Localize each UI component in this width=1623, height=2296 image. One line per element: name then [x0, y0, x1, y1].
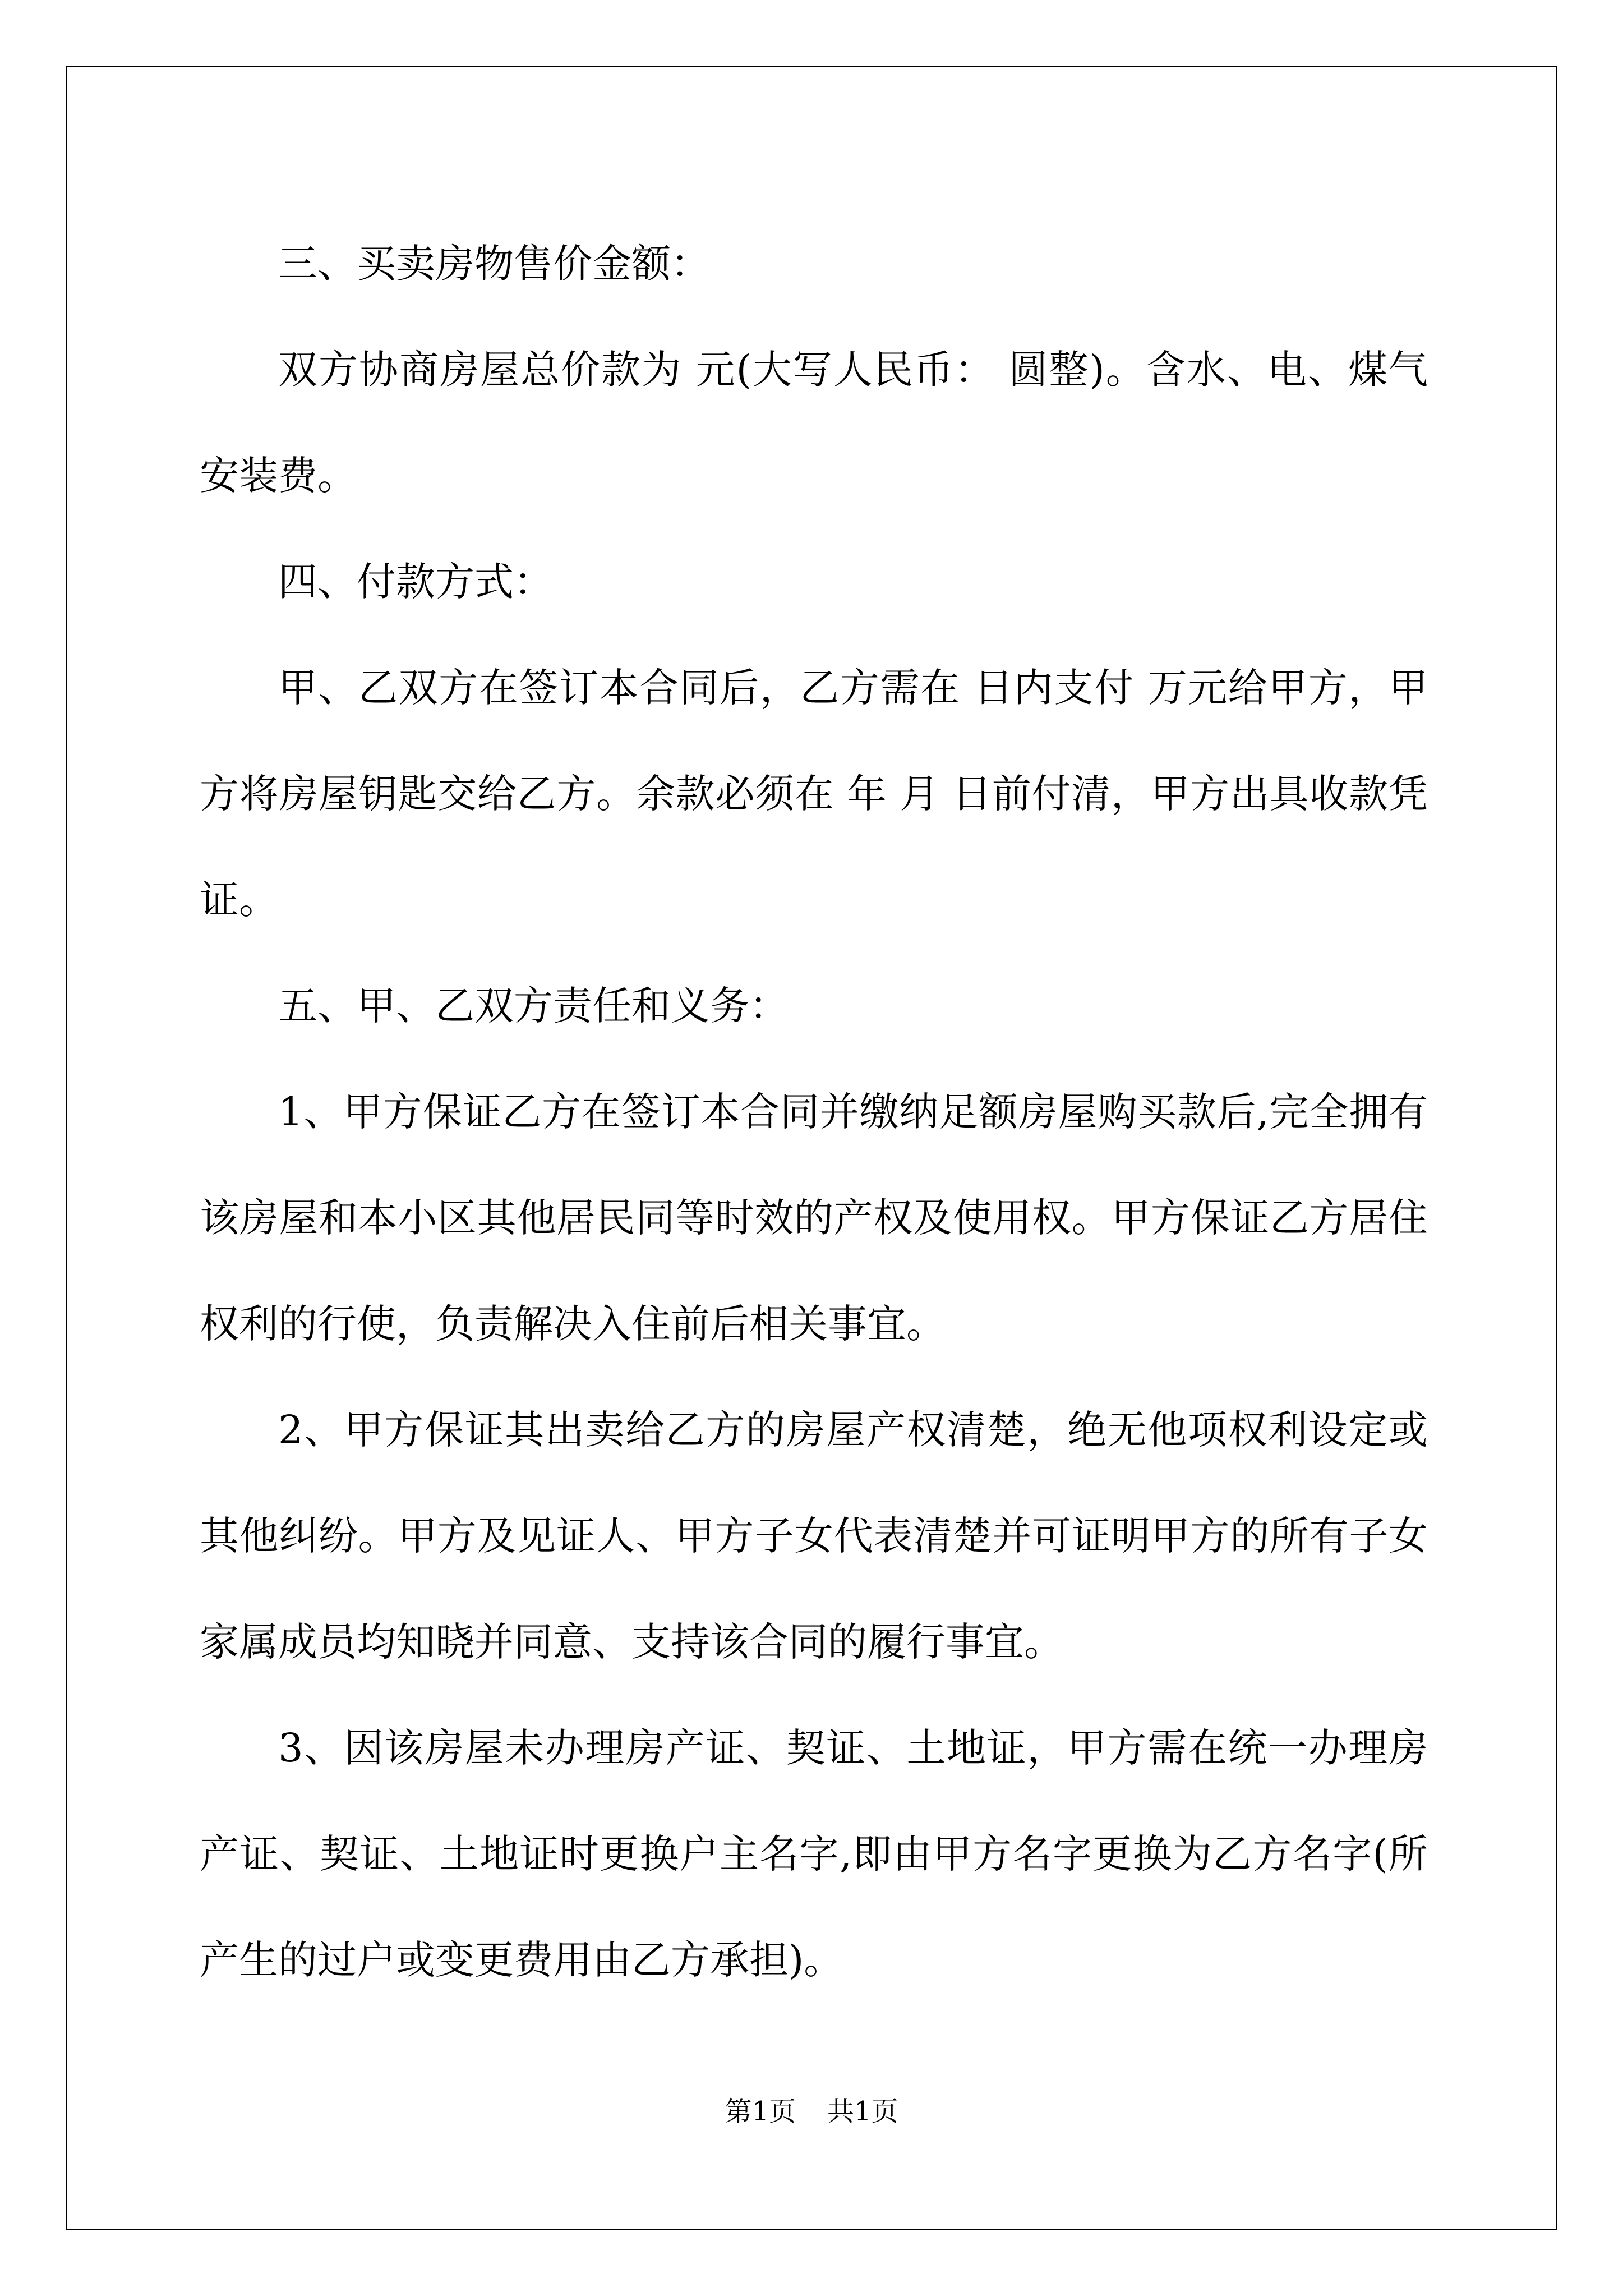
paragraph-duty-3: 3、因该房屋未办理房产证、契证、土地证，甲方需在统一办理房产证、契证、土地证时更换户主名字,即由甲方名字更换为乙方名字(所产生的过户或变更费用由乙方承担)。 [200, 1725, 1428, 1983]
document-body [200, 211, 1428, 2013]
section-heading-payment: 四、付款方式： [278, 559, 553, 605]
paragraph-duty-1: 1、甲方保证乙方在签订本合同并缴纳足额房屋购买款后,完全拥有该房屋和本小区其他居民同等时效的产权及使用权。甲方保证乙方居住权利的行使，负责解决入住前后相关事宜。 [200, 1089, 1428, 1347]
section-heading-price: 三、买卖房物售价金额： [278, 241, 710, 287]
page-total: 共1页 [827, 2096, 898, 2127]
paragraph-duty-2: 2、甲方保证其出卖给乙方的房屋产权清楚，绝无他项权利设定或其他纠纷。甲方及见证人、甲方子女代表清楚并可证明甲方的所有子女家属成员均知晓并同意、支持该合同的履行事宜。 [200, 1407, 1428, 1665]
section-heading-duties: 五、甲、乙双方责任和义务： [278, 983, 789, 1029]
paragraph-price: 双方协商房屋总价款为 元(大写人民币： 圆整)。含水、电、煤气安装费。 [200, 347, 1428, 499]
page-current: 第1页 [725, 2096, 796, 2127]
page-footer [0, 2090, 1623, 2128]
paragraph-payment: 甲、乙双方在签订本合同后，乙方需在 日内支付 万元给甲方，甲方将房屋钥匙交给乙方。余款必须在 年 月 日前付清，甲方出具收款凭证。 [200, 665, 1428, 923]
